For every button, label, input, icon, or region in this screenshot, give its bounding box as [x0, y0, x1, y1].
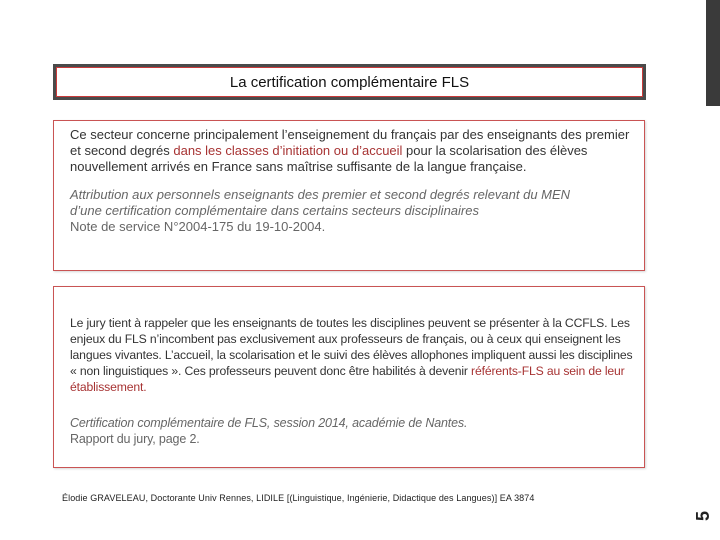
quote-card-men: [53, 120, 645, 271]
footer-credit: Élodie GRAVELEAU, Doctorante Univ Rennes, LIDILE [(Linguistique, Ingénierie, Didactique des Langues)] EA 3874: [62, 493, 535, 503]
card2-highlight: référents-FLS au sein de leur établissement.: [70, 364, 625, 394]
card2-text-a: Le jury tient à rappeler que les enseignants de toutes les disciplines peuvent se présenter à la CCFLS. Les enjeux du FLS n’incombent pas exclusivement aux professeurs de français, ou à ceux qui enseignent les langues vivantes. L’accueil, la scolarisation et le suivi des élèves allophones impliquent aussi les disciplines « non linguistiques ». Ces professeurs peuvent donc être habilités à devenir: [70, 316, 633, 378]
card2-citation: [70, 415, 634, 447]
card1-citation-line1: Attribution aux personnels enseignants des premier et second degrés relevant du MEN: [70, 187, 571, 202]
card1-paragraph: [70, 127, 634, 175]
card2-paragraph: [70, 315, 634, 395]
card1-citation-line3: Note de service N°2004-175 du 19-10-2004.: [70, 219, 326, 234]
card1-highlight: dans les classes d’initiation ou d’accueil: [173, 143, 403, 158]
slide-title-box: [53, 64, 646, 100]
card2-citation-line2: Rapport du jury, page 2.: [70, 432, 200, 446]
page-number: 5: [693, 511, 713, 522]
card1-text-a: Ce secteur concerne principalement l’enseignement du français par des enseignants des premier et second degrés: [70, 127, 630, 158]
card1-citation-line2: d’une certification complémentaire dans certains secteurs disciplinaires: [70, 203, 479, 218]
side-accent-bar: [706, 0, 720, 106]
card1-text-b: pour la scolarisation des élèves nouvellement arrivés en France sans maîtrise suffisante de la langue française.: [70, 143, 588, 174]
quote-card-jury: [53, 286, 645, 468]
slide-title: La certification complémentaire FLS: [229, 73, 470, 91]
card2-citation-line1: Certification complémentaire de FLS, session 2014, académie de Nantes.: [70, 416, 468, 430]
card1-citation: [70, 187, 634, 235]
